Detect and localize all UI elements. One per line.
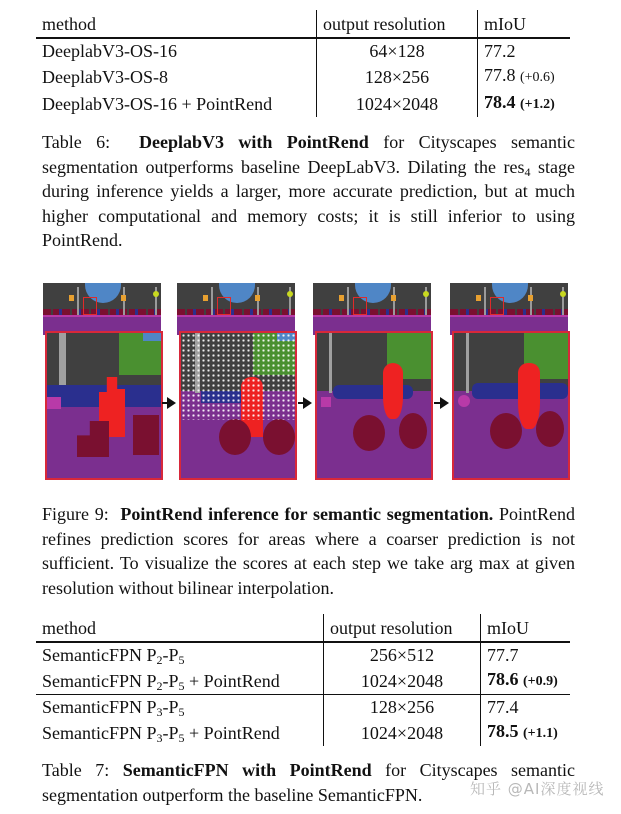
delta-value: (+1.2) bbox=[520, 97, 555, 112]
header-miou: mIoU bbox=[481, 614, 571, 642]
method-cell: DeeplabV3-OS-8 bbox=[42, 66, 168, 87]
table-7 bbox=[36, 614, 570, 746]
arrow-icon bbox=[298, 402, 310, 404]
figure-panel-coarse bbox=[43, 283, 161, 478]
resolution-cell: 128×256 bbox=[317, 63, 478, 90]
table-row bbox=[36, 667, 570, 695]
zoom-region-box bbox=[83, 297, 97, 315]
miou-cell: 77.7 bbox=[487, 645, 519, 665]
miou-cell: 78.5 (+1.1) bbox=[487, 721, 558, 741]
zoom-region-box bbox=[217, 297, 231, 315]
zoomed-crop bbox=[45, 331, 163, 480]
delta-value: (+0.6) bbox=[520, 70, 555, 85]
table-6-caption: Table 6: DeeplabV3 with PointRend for Cityscapes semantic segmentation outperforms baseline DeepLabV3. Dilating the res$_4$ stage during inference yields a larger, more accurate prediction, but at much higher computational and memory costs; it is still inferior to using PointRend. bbox=[42, 132, 576, 250]
method-cell: SemanticFPN $P_3-P_5$ + PointRend bbox=[42, 722, 280, 745]
arrow-icon bbox=[434, 402, 447, 404]
table-row bbox=[36, 38, 570, 63]
resolution-cell: 1024×2048 bbox=[317, 90, 478, 117]
resolution-cell: 128×256 bbox=[324, 695, 481, 720]
figure-panel-step-2 bbox=[313, 283, 431, 478]
miou-cell: 77.2 bbox=[484, 41, 516, 61]
resolution-cell: 1024×2048 bbox=[324, 719, 481, 746]
resolution-cell: 1024×2048 bbox=[324, 667, 481, 695]
zoom-region-box bbox=[490, 297, 504, 315]
delta-value: (+0.9) bbox=[523, 674, 558, 689]
table-row bbox=[36, 63, 570, 90]
figure-9-caption: Figure 9: PointRend inference for semantic segmentation. PointRend refines prediction scores for areas where a coarser prediction is not sufficient. To visualize the scores at each step we take arg max at given resolution without bilinear interpolation. bbox=[42, 504, 576, 598]
table-row bbox=[36, 642, 570, 667]
header-resolution: output resolution bbox=[324, 614, 481, 642]
table-row bbox=[36, 719, 570, 746]
scene-thumbnail bbox=[43, 283, 161, 335]
resolution-cell: 256×512 bbox=[324, 642, 481, 667]
method-cell: SemanticFPN $P_2-P_5$ + PointRend bbox=[42, 670, 280, 693]
miou-cell: 78.4 (+1.2) bbox=[484, 92, 555, 112]
method-cell: DeeplabV3-OS-16 + PointRend bbox=[42, 93, 273, 114]
header-method: method bbox=[36, 614, 324, 642]
table-row bbox=[36, 90, 570, 117]
table-row bbox=[36, 695, 570, 720]
table-7-caption: Table 7: SemanticFPN with PointRend for Cityscapes semantic segmentation outperform the baseline SemanticFPN. bbox=[42, 760, 576, 805]
miou-cell: 77.8 (+0.6) bbox=[484, 65, 555, 85]
scene-thumbnail bbox=[450, 283, 568, 335]
figure-panel-final bbox=[450, 283, 568, 478]
scene-thumbnail bbox=[177, 283, 295, 335]
scene-thumbnail bbox=[313, 283, 431, 335]
header-resolution: output resolution bbox=[317, 10, 478, 38]
delta-value: (+1.1) bbox=[523, 726, 558, 741]
miou-cell: 78.6 (+0.9) bbox=[487, 669, 558, 689]
watermark: 知乎 @AI深度视线 bbox=[470, 780, 605, 798]
header-method: method bbox=[36, 10, 317, 38]
figure-panel-step-1 bbox=[177, 283, 295, 478]
arrow-icon bbox=[162, 402, 174, 404]
miou-cell: 77.4 bbox=[481, 695, 571, 720]
zoomed-crop bbox=[179, 331, 297, 480]
method-cell: SemanticFPN $P_3-P_5$ bbox=[36, 695, 324, 720]
zoom-region-box bbox=[353, 297, 367, 315]
method-cell: DeeplabV3-OS-16 bbox=[42, 41, 177, 61]
sampled-points bbox=[181, 333, 295, 478]
header-miou: mIoU bbox=[478, 10, 571, 38]
method-cell: SemanticFPN $P_2-P_5$ bbox=[42, 645, 185, 667]
resolution-cell: 64×128 bbox=[317, 38, 478, 63]
zoomed-crop bbox=[452, 331, 570, 480]
zoomed-crop bbox=[315, 331, 433, 480]
table-6 bbox=[36, 10, 570, 117]
